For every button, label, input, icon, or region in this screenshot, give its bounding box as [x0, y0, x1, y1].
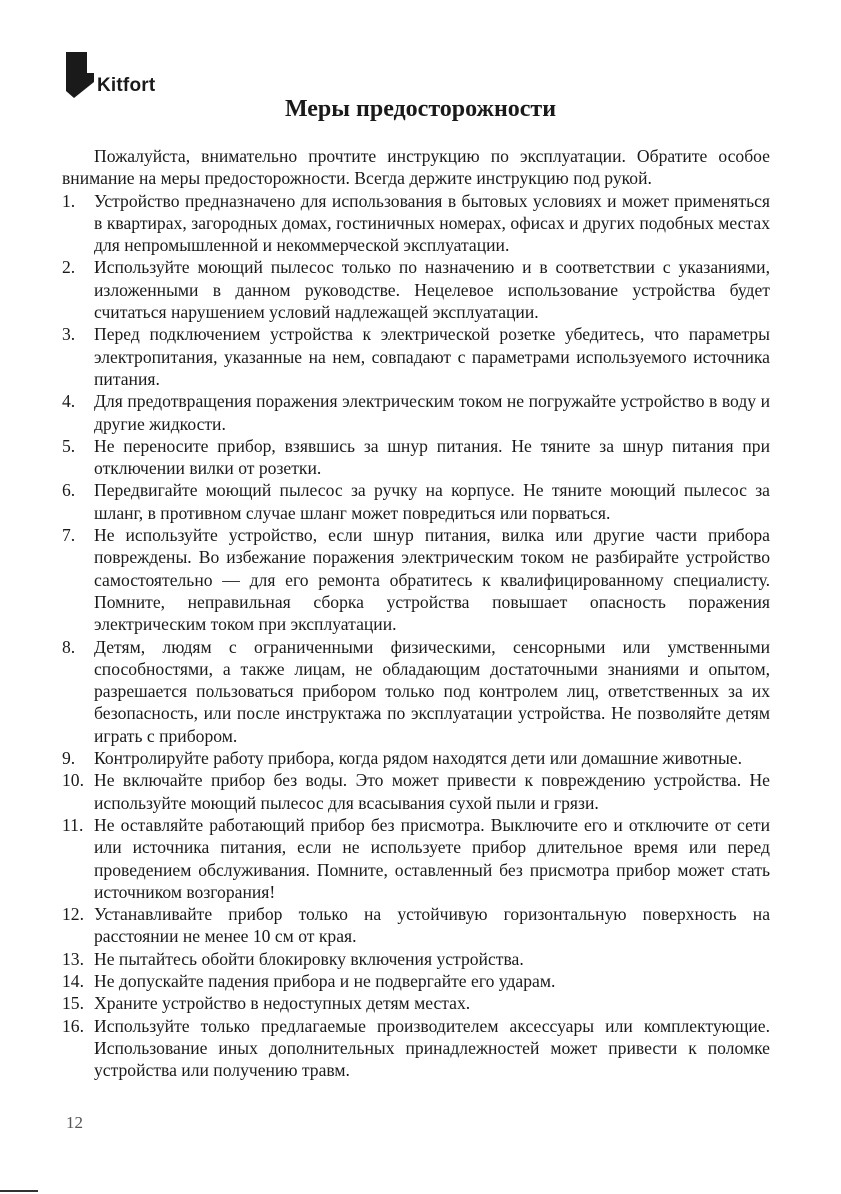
item-text: Перед подключением устройства к электрической розетке убедитесь, что параметры электропитания, указанные на нем, совпадают с параметрами используемого источника питания. [94, 324, 770, 389]
item-number: 6. [62, 480, 76, 501]
kitfort-k-logo-icon [66, 52, 94, 98]
item-number: 15. [62, 993, 84, 1014]
item-number: 2. [62, 257, 76, 278]
item-number: 4. [62, 391, 76, 412]
list-item [62, 992, 770, 1014]
list-item [62, 190, 770, 257]
item-number: 8. [62, 636, 76, 657]
footer-rule [0, 1190, 38, 1192]
item-text: Не оставляйте работающий прибор без присмотра. Выключите его и отключите от сети или источника питания, если не используете прибор длительное время или перед проведением обслуживания. Помните, оставленный без присмотра прибор может стать источником возгорания! [94, 814, 770, 902]
precautions-content [62, 145, 770, 1081]
list-item [62, 256, 770, 323]
list-item [62, 524, 770, 635]
page-number: 12 [66, 1113, 83, 1132]
item-number: 3. [62, 324, 76, 345]
list-item [62, 390, 770, 435]
item-text: Устанавливайте прибор только на устойчивую горизонтальную поверхность на расстоянии не менее 10 см от края. [94, 904, 770, 947]
page-title: Меры предосторожности [284, 96, 557, 122]
item-number: 10. [62, 770, 84, 791]
item-text: Храните устройство в недоступных детям местах. [94, 993, 471, 1014]
item-text: Не включайте прибор без воды. Это может привести к повреждению устройства. Не используйте моющий пылесос для всасывания сухой пыли и грязи. [94, 770, 770, 813]
list-item [62, 747, 770, 769]
precautions-list [62, 190, 770, 1082]
item-number: 9. [62, 748, 76, 769]
item-number: 13. [62, 948, 84, 969]
item-text: Не пытайтесь обойти блокировку включения устройства. [94, 948, 524, 969]
list-item [62, 479, 770, 524]
item-number: 5. [62, 435, 76, 456]
item-text: Используйте моющий пылесос только по назначению и в соответствии с указаниями, изложенными в данном руководстве. Нецелевое использование устройства будет считаться нарушением условий надлежащей эксплуатации. [94, 257, 770, 323]
item-number: 1. [62, 190, 76, 211]
item-text: Для предотвращения поражения электрическим током не погружайте устройство в воду и другие жидкости. [94, 391, 770, 434]
item-number: 16. [62, 1015, 84, 1036]
list-item [62, 323, 770, 390]
item-text: Не допускайте падения прибора и не подвергайте его ударам. [94, 970, 556, 991]
item-text: Передвигайте моющий пылесос за ручку на корпусе. Не тяните моющий пылесос за шланг, в противном случае шланг может повредиться или порваться. [94, 480, 770, 523]
item-number: 12. [62, 904, 84, 925]
brand-name: Kitfort [97, 75, 156, 96]
item-text: Устройство предназначено для использования в бытовых условиях и может применяться в квартирах, загородных домах, гостиничных номерах, офисах и других подобных местах для непромышленной и некоммерческой эксплуатации. [94, 190, 770, 256]
item-text: Не переносите прибор, взявшись за шнур питания. Не тяните за шнур питания при отключении вилки от розетки. [94, 435, 770, 479]
item-text: Контролируйте работу прибора, когда рядом находятся дети или домашние животные. [94, 748, 742, 769]
list-item [62, 769, 770, 814]
list-item [62, 970, 770, 992]
item-text: Детям, людям с ограниченными физическими, сенсорными или умственными способностями, а также лицам, не обладающим достаточными знаниями и опытом, разрешается пользоваться прибором только под контролем лиц, ответственных за их безопасность, или после инструктажа по эксплуатации устройства. Не позволяйте детям играть с прибором. [94, 636, 770, 746]
item-text: Используйте только предлагаемые производителем аксессуары или комплектующие. Использование иных дополнительных принадлежностей может привести к поломке устройства или получению травм. [94, 1015, 770, 1081]
brand-logo [66, 52, 155, 98]
list-item [62, 948, 770, 970]
list-item [62, 814, 770, 903]
item-number: 14. [62, 970, 84, 991]
list-item [62, 903, 770, 948]
list-item [62, 636, 770, 747]
intro-paragraph: Пожалуйста, внимательно прочтите инструкцию по эксплуатации. Обратите особое внимание на меры предосторожности. Всегда держите инструкцию под рукой. [62, 146, 770, 189]
list-item [62, 435, 770, 480]
item-number: 7. [62, 525, 76, 546]
item-text: Не используйте устройство, если шнур питания, вилка или другие части прибора повреждены. Во избежание поражения электрическим током не разбирайте устройство самостоятельно — для его ремонта обратитесь к квалифицированному специалисту. Помните, неправильная сборка устройства повышает опасность поражения электрическим током при эксплуатации. [94, 525, 770, 635]
item-number: 11. [62, 814, 84, 835]
list-item [62, 1015, 770, 1082]
